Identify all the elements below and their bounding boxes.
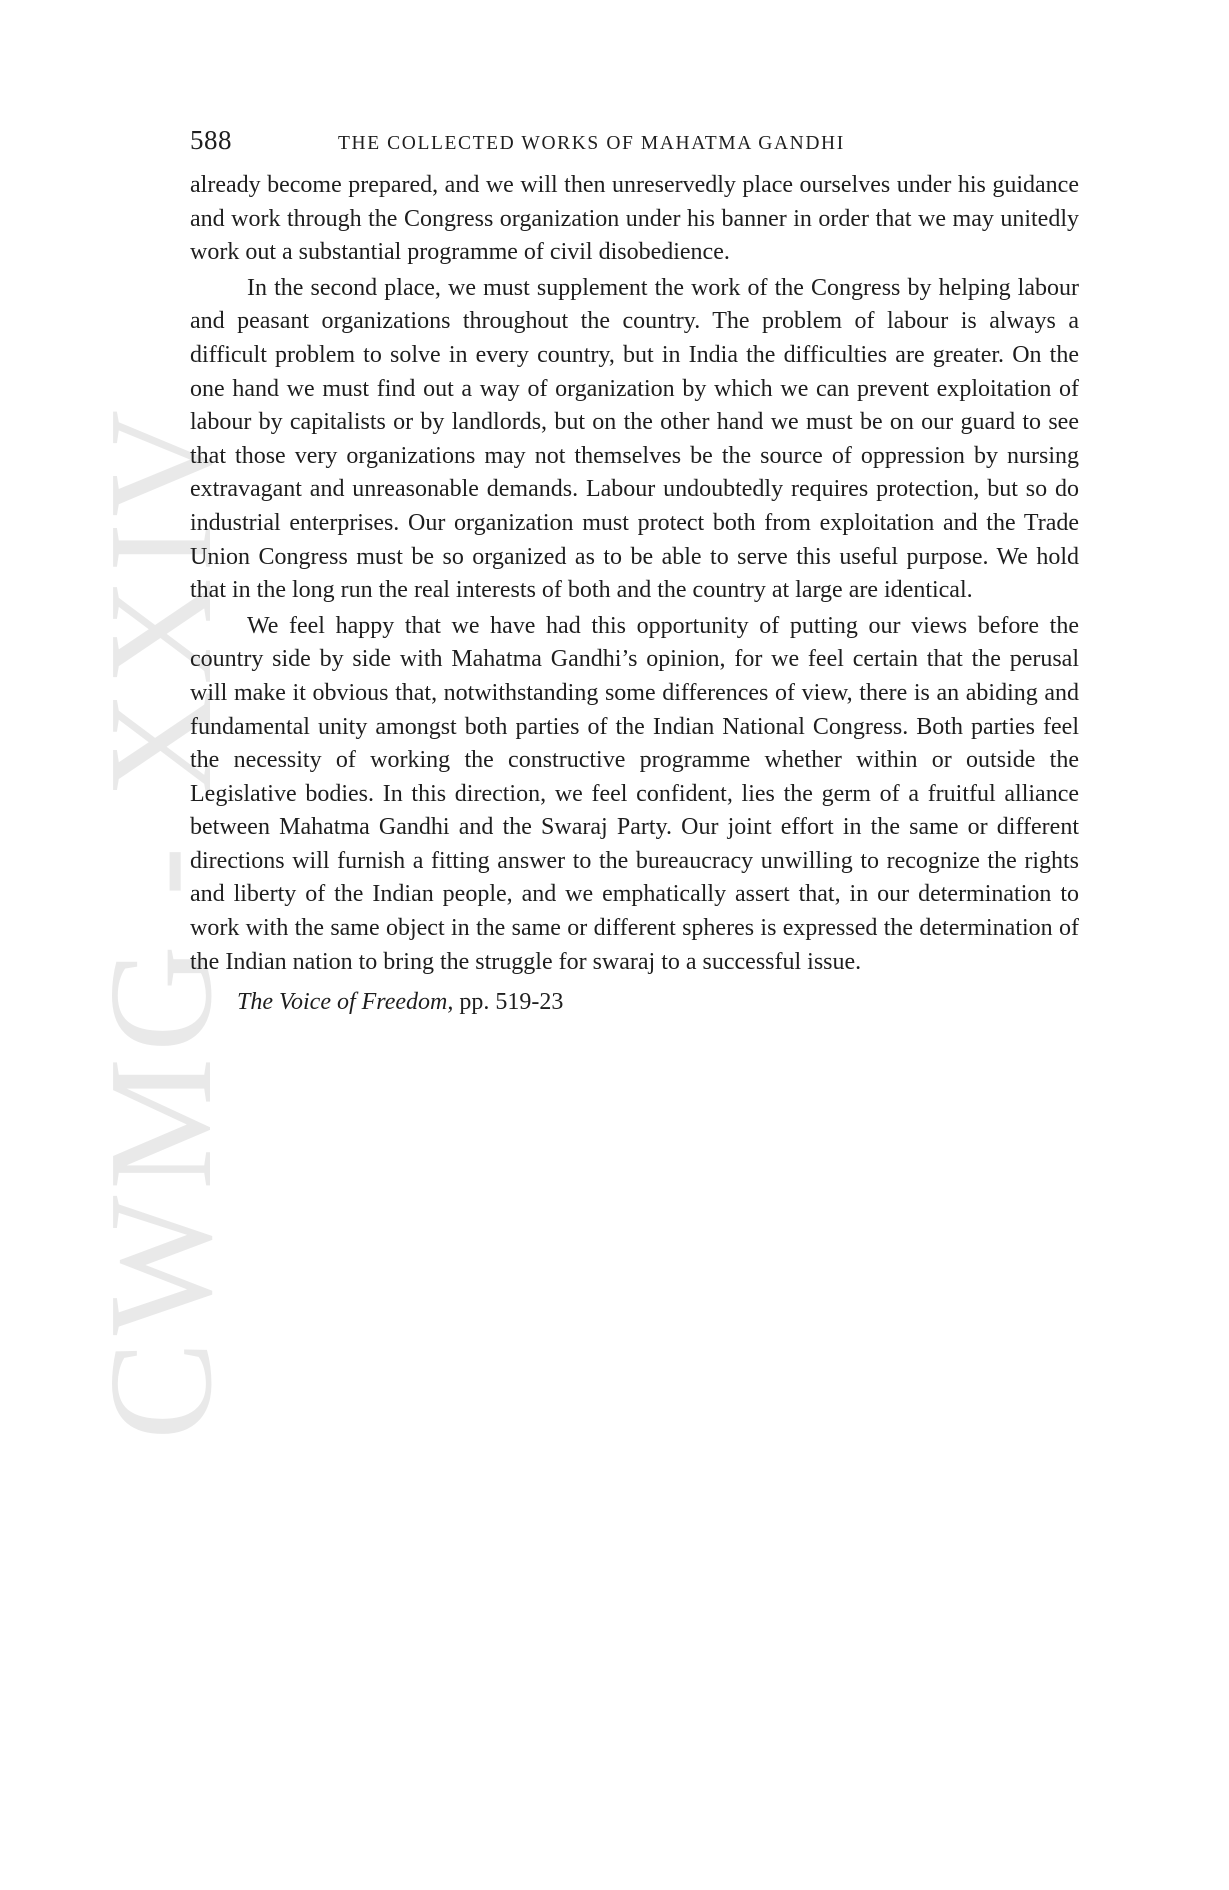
running-title: THE COLLECTED WORKS OF MAHATMA GANDHI	[338, 133, 845, 154]
body-text	[190, 169, 1079, 979]
paragraph-unity: We feel happy that we have had this opportunity of putting our views before the country side by side with Mahatma Gandhi’s opinion, for we feel certain that the perusal will make it obvious that, notwithstanding some differences of view, there is an abiding and fundamental unity amongst both parties of the Indian National Congress. Both parties feel the necessity of working the constructive programme whether within or outside the Legislative bodies. In this direction, we feel confident, lies the germ of a fruitful alliance between Mahatma Gandhi and the Swaraj Party. Our joint effort in the same or different directions will furnish a fitting answer to the bureaucracy unwilling to recognize the rights and liberty of the Indian people, and we emphatically assert that, in our determination to work with the same object in the same or different spheres is expressed the determination of the Indian nation to bring the struggle for swaraj to a successful issue.	[190, 612, 1079, 975]
page-number: 588	[190, 125, 232, 155]
running-head	[190, 125, 1079, 161]
book-page	[190, 125, 1079, 1019]
watermark-text: CWMG - XXIV	[79, 403, 243, 1440]
paragraph-labour: In the second place, we must supplement the work of the Congress by helping labour and peasant organizations throughout the country. The problem of labour is always a difficult problem to solve in every country, but in India the difficulties are greater. On the one hand we must find out a way of organization by which we can prevent exploitation of labour by capitalists or by landlords, but on the other hand we must be on our guard to see that those very organizations may not themselves be the source of oppression by nursing extravagant and unreasonable demands. Labour undoubtedly requires protection, but so do industrial enterprises. Our organization must protect both from exploitation and the Trade Union Congress must be so organized as to be able to serve this useful purpose. We hold that in the long run the real interests of both and the country at large are identical.	[190, 274, 1079, 604]
paragraph-continued: already become prepared, and we will then unreservedly place ourselves under his guidance and work through the Congress organization under his banner in order that we may unitedly work out a substantial programme of civil disobedience.	[190, 172, 1079, 266]
citation-pages: pp. 519-23	[453, 989, 564, 1016]
citation-source-title: The Voice of Freedom,	[237, 989, 454, 1016]
source-citation	[190, 985, 1079, 1019]
